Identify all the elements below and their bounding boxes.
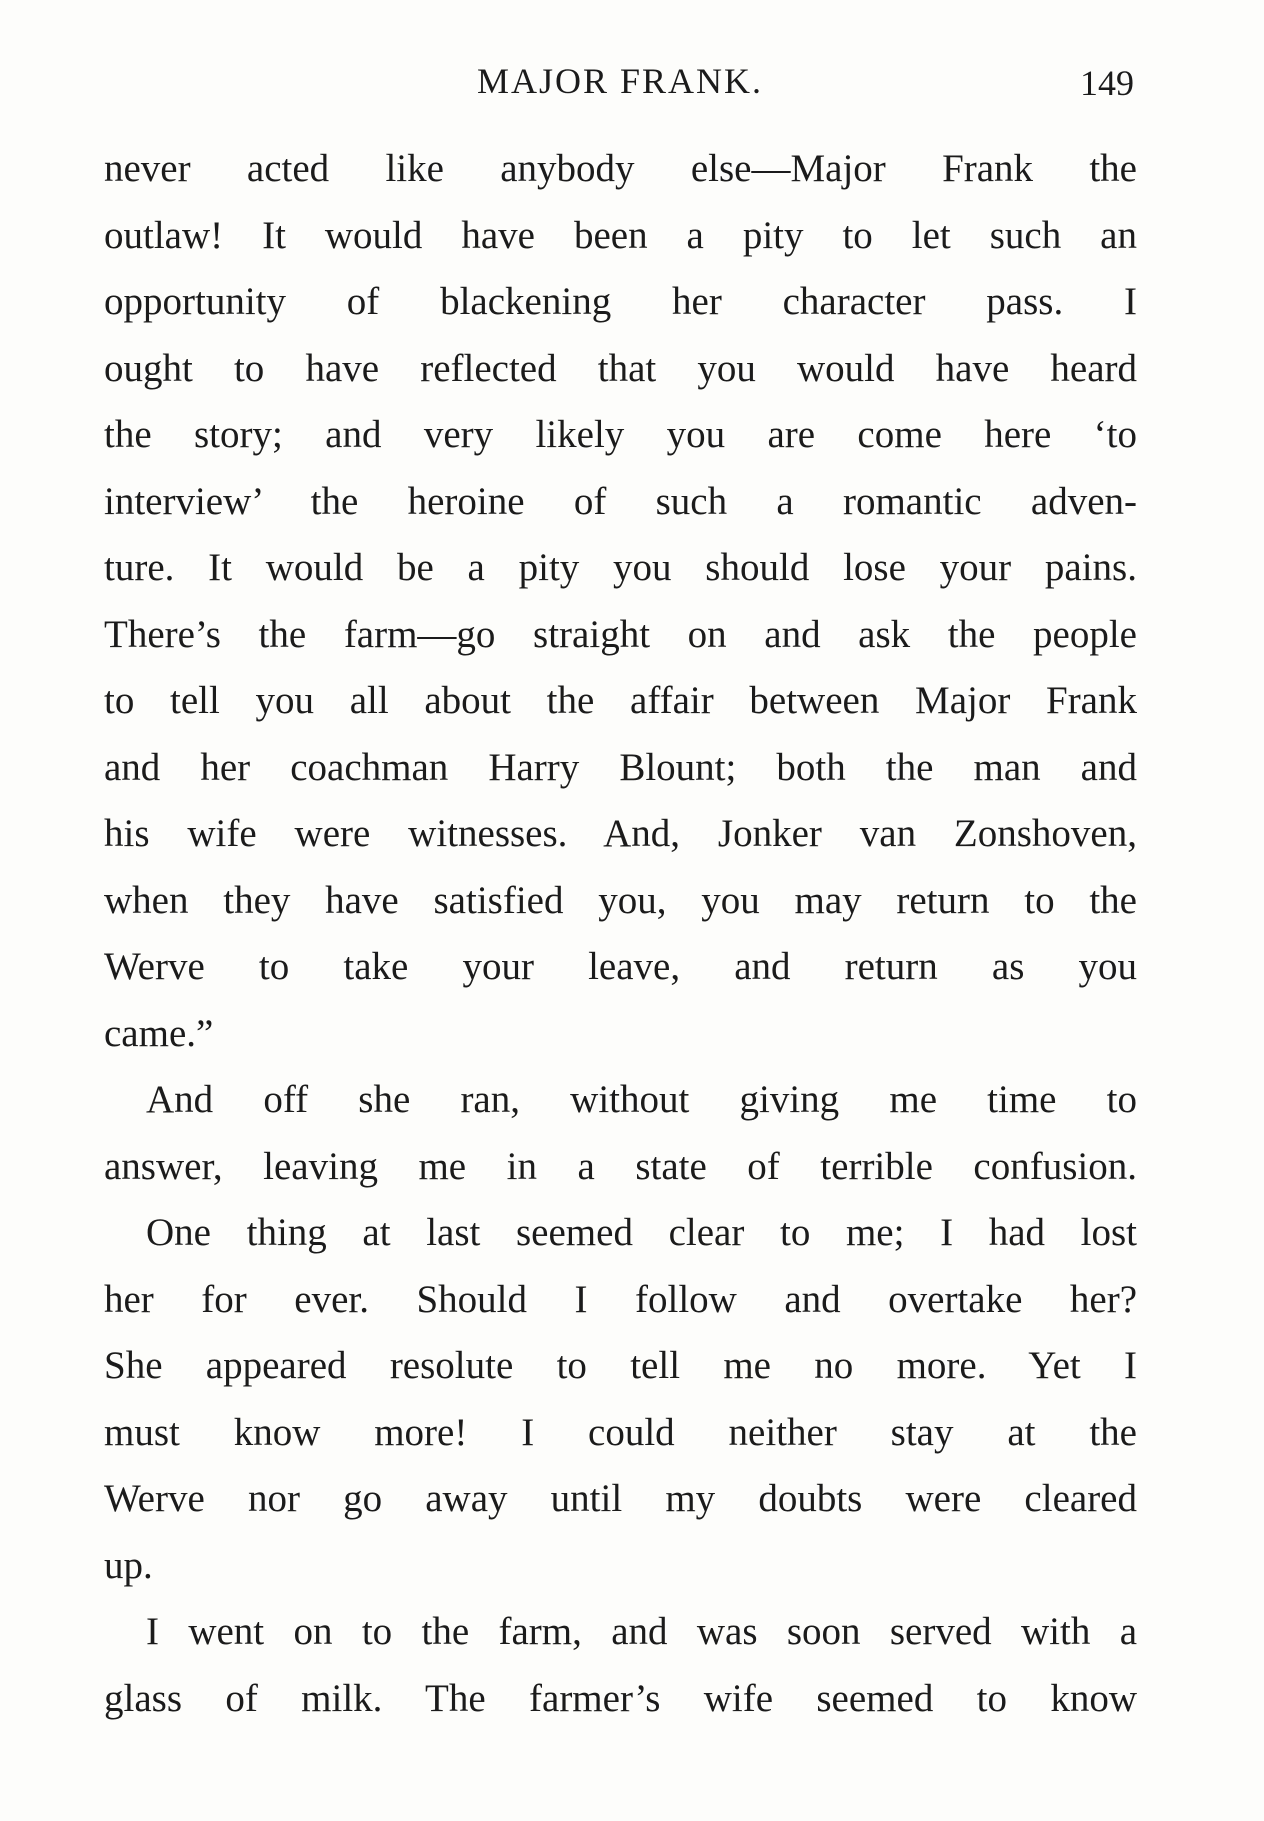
text-line: ought to have reflected that you would have heard	[104, 346, 1137, 390]
body-text	[104, 136, 1137, 1732]
text-line: answer, leaving me in a state of terrible confusion.	[104, 1144, 1137, 1188]
running-title: MAJOR FRANK.	[476, 61, 764, 101]
text-line: interview’ the heroine of such a romantic adven-	[104, 479, 1137, 523]
text-line: came.”	[104, 1011, 214, 1055]
text-line: I went on to the farm, and was soon served with a	[146, 1610, 1137, 1653]
text-line: his wife were witnesses. And, Jonker van Zonshoven,	[104, 812, 1137, 855]
text-line: when they have satisfied you, you may return to the	[104, 878, 1137, 922]
text-line: glass of milk. The farmer’s wife seemed to know	[104, 1676, 1137, 1720]
text-line: There’s the farm—go straight on and ask the people	[104, 612, 1137, 656]
text-line: outlaw! It would have been a pity to let such an	[104, 213, 1137, 257]
text-line: never acted like anybody else—Major Frank the	[104, 147, 1137, 190]
paragraph	[104, 1599, 1137, 1732]
text-line: the story; and very likely you are come here ‘to	[104, 413, 1137, 456]
text-line: up.	[104, 1543, 153, 1587]
text-line: Werve nor go away until my doubts were cleared	[104, 1477, 1137, 1520]
paragraph	[104, 1067, 1137, 1200]
text-line: And off she ran, without giving me time to	[146, 1078, 1137, 1121]
page-number: 149	[1080, 63, 1134, 103]
text-line: must know more! I could neither stay at the	[104, 1410, 1137, 1454]
text-line: her for ever. Should I follow and overtake her?	[104, 1277, 1137, 1321]
text-line: One thing at last seemed clear to me; I had lost	[146, 1211, 1137, 1254]
paragraph	[104, 1200, 1137, 1599]
text-line: to tell you all about the affair between Major Frank	[104, 679, 1137, 722]
text-line: and her coachman Harry Blount; both the man and	[104, 745, 1137, 789]
text-line: She appeared resolute to tell me no more. Yet I	[104, 1344, 1137, 1387]
text-line: ture. It would be a pity you should lose your pains.	[104, 546, 1137, 589]
paragraph	[104, 136, 1137, 1067]
running-head	[100, 60, 1140, 110]
text-line: opportunity of blackening her character pass. I	[104, 280, 1137, 323]
text-line: Werve to take your leave, and return as you	[104, 945, 1137, 988]
